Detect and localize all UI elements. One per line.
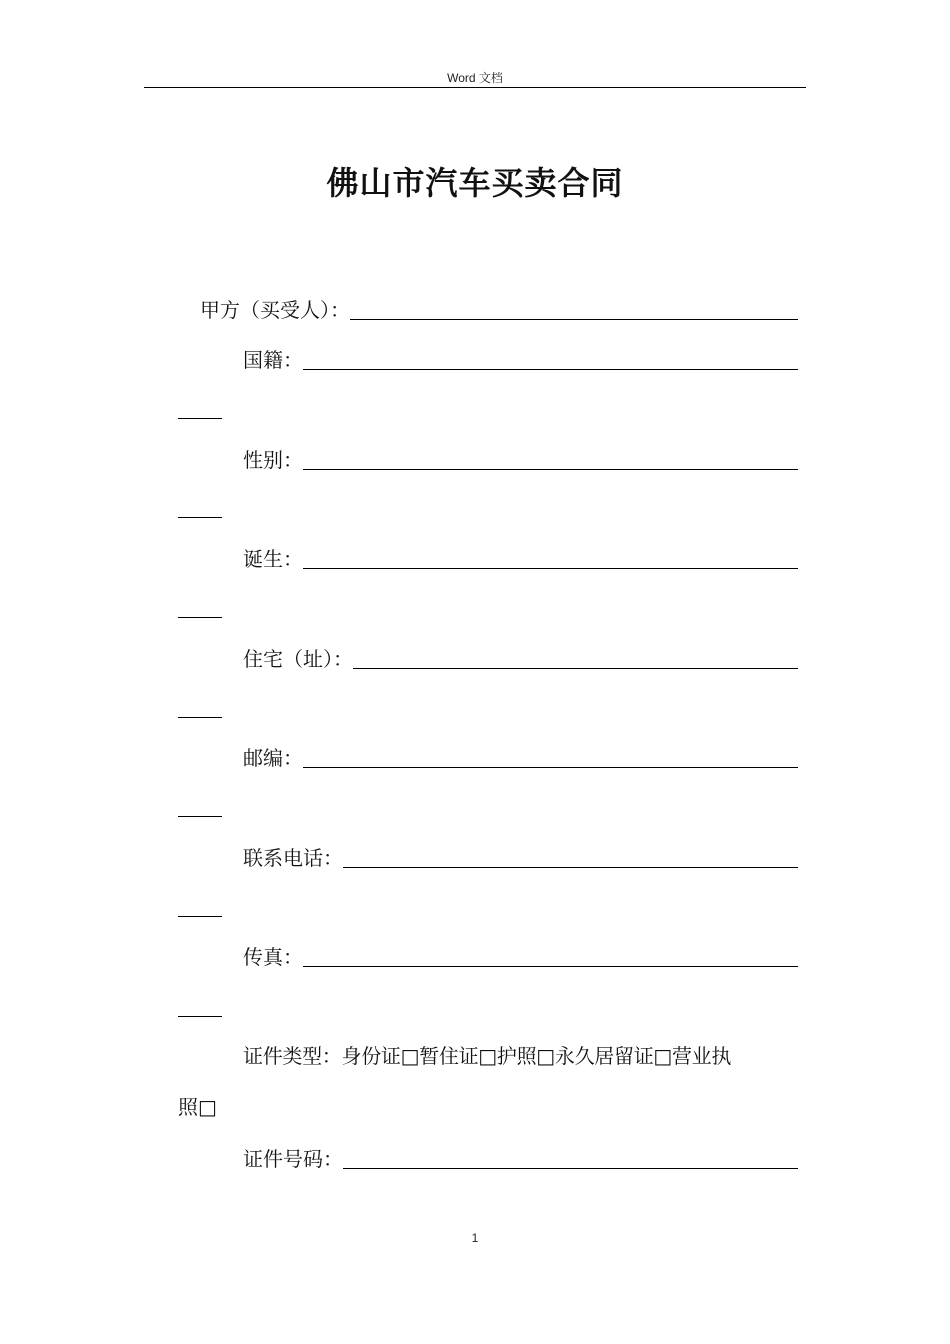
fill-blank[interactable] [303, 449, 798, 470]
field-label: 甲方（买受人）： [200, 298, 350, 322]
fill-blank[interactable] [350, 299, 798, 320]
fill-blank[interactable] [303, 946, 798, 967]
blank-continuation [178, 816, 222, 817]
blank-continuation [178, 418, 222, 419]
field-gender [243, 447, 798, 473]
field-label: 国籍： [243, 348, 303, 372]
field-label: 传真： [243, 945, 303, 969]
field-label: 住宅（址）： [243, 647, 353, 671]
fill-blank[interactable] [353, 648, 798, 669]
field-label: 性别： [243, 448, 303, 472]
field-party-a [200, 297, 798, 323]
field-nationality [243, 347, 798, 373]
document-title: 佛山市汽车买卖合同 [326, 164, 624, 202]
fill-blank[interactable] [343, 1148, 798, 1169]
field-birth [243, 546, 798, 572]
fill-blank[interactable] [303, 747, 798, 768]
field-label: 邮编： [243, 746, 303, 770]
field-label: 证件号码： [243, 1147, 343, 1171]
blank-continuation [178, 517, 222, 518]
fill-blank[interactable] [303, 349, 798, 370]
blank-continuation [178, 916, 222, 917]
field-label: 诞生： [243, 547, 303, 571]
field-fax [243, 944, 798, 970]
page-header: Word 文档 [447, 71, 503, 85]
field-phone [243, 845, 798, 871]
blank-continuation [178, 1016, 222, 1017]
field-id-type-continuation: 照□ [178, 1095, 217, 1119]
field-label: 联系电话： [243, 846, 343, 870]
field-postcode [243, 745, 798, 771]
blank-continuation [178, 717, 222, 718]
header-divider [144, 87, 806, 88]
fill-blank[interactable] [343, 847, 798, 868]
blank-continuation [178, 617, 222, 618]
page-number: 1 [471, 1231, 479, 1245]
field-address [243, 646, 798, 672]
field-id-type: 证件类型：身份证□暂住证□护照□永久居留证□营业执 [243, 1044, 732, 1068]
field-id-number [243, 1146, 798, 1172]
fill-blank[interactable] [303, 548, 798, 569]
